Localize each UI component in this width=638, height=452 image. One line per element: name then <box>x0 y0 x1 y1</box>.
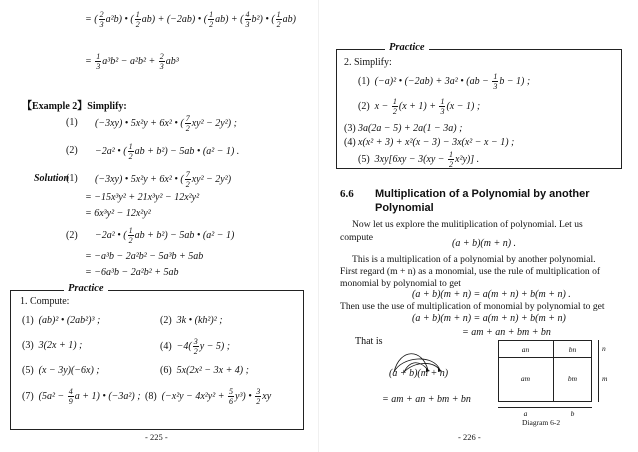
practice-left-item-1: (1) (ab)² • (2ab²)³ ; <box>22 315 101 326</box>
section-title-line-2: Polynomial <box>375 202 434 214</box>
section-title-line-1: Multiplication of a Polynomial by another <box>375 188 590 200</box>
practice-title-left: Practice <box>64 283 108 294</box>
solution-line-6: = −6a³b − 2a²b² + 5ab <box>85 267 179 278</box>
practice-right-item-3: 3a(2a − 5) + 2a(1 − 3a) ; <box>358 123 463 134</box>
example-item-1: (−3xy) • 5x²y + 6x² • ( $\frac{7}{2}$ xy² − 2y²) ; <box>95 114 237 133</box>
side-label-m: m <box>602 374 608 383</box>
intro-line-1: = ( $\frac{2}{3}$ a²b) • ( $\frac{1}{2}$ ab) + (−2ab) • ( $\frac{1}{2}$ ab) + ( $\frac{4}{3}$ b²) • ( $\frac{1}{2}$ ab) <box>85 10 297 29</box>
centered-expr-2: (a + b)(m + n) = a(m + n) + b(m + n) . <box>412 289 571 300</box>
diagram-caption: Diagram 6-2 <box>522 418 561 427</box>
example-heading: 【Example 2】Simplify: <box>22 101 127 112</box>
centered-expr-3: (a + b)(m + n) = a(m + n) + b(m + n) <box>412 313 566 324</box>
solution-2-num: (2) <box>66 230 78 241</box>
solution-line-1: (−3xy) • 5x²y + 6x² • ( $\frac{7}{2}$ xy² − 2y²) <box>95 170 232 189</box>
practice-left-item-7: (7) (5a² − $\frac{4}{9}$ a + 1) • (−3a²) ; <box>22 387 141 406</box>
practice-title-right: Practice <box>385 42 429 53</box>
page-number-left: - 225 - <box>145 432 168 442</box>
page-divider <box>318 0 319 452</box>
side-dimension-line <box>598 340 599 402</box>
area-diagram-hline <box>498 357 592 358</box>
paragraph-1-line-2: compute <box>340 232 374 243</box>
cell-bm: bm <box>567 374 578 383</box>
solution-line-3: = 6x³y² − 12x²y² <box>85 208 151 219</box>
example-item-2: −2a² • ( $\frac{1}{2}$ ab + b²) − 5ab • (a² − 1) . <box>95 142 240 161</box>
solution-line-2: = −15x³y² + 21x³y² − 12x²y² <box>85 192 200 203</box>
centered-expr-4: = am + an + bm + bn <box>462 327 551 338</box>
bottom-dimension-line <box>498 407 592 408</box>
paragraph-2-line-3: monomial by polynomial to get <box>340 278 461 289</box>
bottom-label-a: a <box>523 409 528 418</box>
practice-left-item-3: (3) 3(2x + 1) ; <box>22 340 83 351</box>
solution-1-num: (1) <box>66 173 78 184</box>
practice-left-item-2: (2) 3k • (kh²)² ; <box>160 315 223 326</box>
centered-expr-1: (a + b)(m + n) . <box>452 238 517 249</box>
practice-right-item-2: (2) x − $\frac{1}{2}$ (x + 1) + $\frac{1}{3}$ (x − 1) ; <box>358 97 481 116</box>
section-number: 6.6 <box>340 188 354 200</box>
cell-an: an <box>521 345 530 354</box>
practice-instruction-left: 1. Compute: <box>20 296 70 307</box>
cell-bn: bn <box>568 345 577 354</box>
arc-result: = am + an + bm + bn <box>382 394 471 405</box>
practice-left-item-6: (6) 5x(2x² − 3x + 4) ; <box>160 365 249 376</box>
practice-right-item-1: (1) (−a)² • (−2ab) + 3a² • (ab − $\frac{1}{3}$ b − 1) ; <box>358 72 531 91</box>
practice-right-item-4: x(x² + 3) + x²(x − 3) − 3x(x² − x − 1) ; <box>358 137 515 148</box>
paragraph-2-line-2: First regard (m + n) as a monomial, use the rule of multiplication of <box>340 266 601 277</box>
practice-right-item-3-num: (3) <box>344 123 356 134</box>
intro-line-2: = $\frac{1}{3}$ a³b² − a²b² + $\frac{2}{3}$ ab³ <box>85 52 179 71</box>
solution-line-4: −2a² • ( $\frac{1}{2}$ ab + b²) − 5ab • (a² − 1) <box>95 226 235 245</box>
solution-label: Solution <box>34 173 70 184</box>
paragraph-2-line-1: This is a multiplication of a polynomial by another polynomial. <box>352 254 596 265</box>
that-is-label: That is <box>355 336 383 347</box>
practice-left-item-8: (8) (−x²y − 4x²y² + $\frac{5}{6}$ y³) • $\frac{3}{2}$ xy <box>145 387 272 406</box>
practice-left-item-4: (4) −4( $\frac{3}{2}$ y − 5) ; <box>160 337 231 356</box>
cell-am: am <box>520 374 531 383</box>
practice-left-item-5: (5) (x − 3y)(−6x) ; <box>22 365 100 376</box>
practice-instruction-right: 2. Simplify: <box>344 57 392 68</box>
example-item-1-num: (1) <box>66 117 78 128</box>
practice-right-item-4-num: (4) <box>344 137 356 148</box>
example-item-2-num: (2) <box>66 145 78 156</box>
paragraph-1-line-1: Now let us explore the mulitiplication of polynomial. Let us <box>352 219 583 230</box>
practice-box-left <box>10 290 304 430</box>
page-number-right: - 226 - <box>458 432 481 442</box>
practice-right-item-5: (5) 3xy[6xy − 3(xy − $\frac{1}{2}$ x²y)] . <box>358 150 480 169</box>
solution-line-5: = −a³b − 2a²b² − 5a³b + 5ab <box>85 251 204 262</box>
arc-expression: (a + b)(m + n) <box>389 368 449 379</box>
bottom-label-b: b <box>570 409 575 418</box>
paragraph-3-line-1: Then use the use of multiplication of monomial by polynomial to get <box>340 301 605 312</box>
side-label-n: n <box>602 344 606 353</box>
